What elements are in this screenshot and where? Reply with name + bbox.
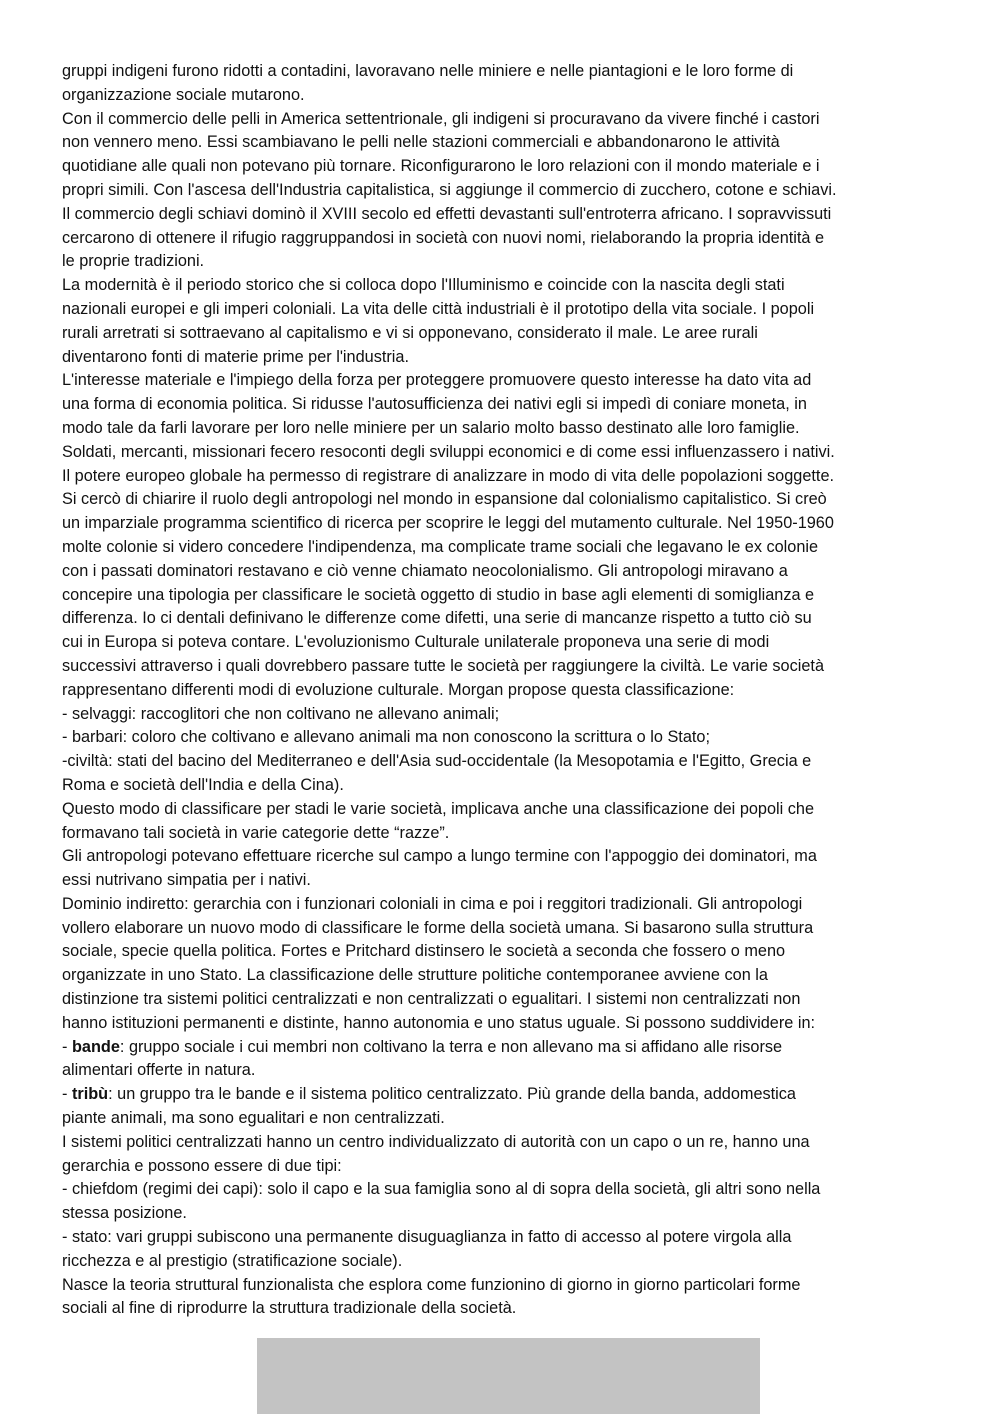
list-item-barbari: - barbari: coloro che coltivano e allevano animali ma non conoscono la scrittura o lo Stato;	[62, 728, 710, 747]
paragraph-centralized-systems: I sistemi politici centralizzati hanno un centro individualizzato di autorità con un capo o un re, hanno una gerarchia e possono essere di due tipi:	[62, 1132, 810, 1175]
definition-bande: : gruppo sociale i cui membri non coltivano la terra e non allevano ma si affidano alle risorse alimentari offerte in natura.	[62, 1037, 783, 1080]
list-item-stato: - stato: vari gruppi subiscono una permanente disuguaglianza in fatto di accesso al potere virgola alla ricchezza e al prestigio (stratificazione sociale).	[62, 1228, 792, 1270]
paragraph-indirect-rule: Dominio indiretto: gerarchia con i funzionari coloniali in cima e poi i reggitori tradizionali. Gli antropologi vollero elaborare un nuovo modo di classificare le forme della società umana. Si basarono sulla struttura sociale, specie quella politica. Fortes e Pritchard distinsero le società a seconda che fossero o meno organizzate in uno Stato. La classificazione delle strutture politiche contemporanee avviene con la distinzione tra sistemi politici centralizzati e non centralizzati o egualitari. I sistemi non centralizzati non hanno istituzioni permanenti e distinte, hanno autonomia e uno status uguale. Si possono suddividere in:	[62, 894, 816, 1032]
document-body	[62, 60, 942, 1321]
list-item-tribu	[62, 1083, 942, 1131]
list-item-civilta: -civiltà: stati del bacino del Mediterraneo e dell'Asia sud-occidentale (la Mesopotamia e l'Egitto, Grecia e Roma e società dell'India e della Cina).	[62, 752, 812, 794]
term-bande: bande	[71, 1037, 120, 1056]
paragraph-modernity: La modernità è il periodo storico che si colloca dopo l'Illuminismo e coincide con la nascita degli stati nazionali europei e gli imperi coloniali. La vita delle città industriali è il prototipo della vita sociale. I popoli rurali arretrati si sottraevano al capitalismo e vi si opponevano, considerato il male. Le aree rurali diventarono fonti di materie prime per l'industria.	[62, 276, 815, 366]
term-tribu: tribù	[71, 1085, 109, 1104]
paragraph-razze: Questo modo di classificare per stadi le varie società, implicava anche una classificazione dei popoli che formavano tali società in varie categorie dette “razze”.	[62, 799, 815, 842]
list-item-selvaggi: - selvaggi: raccoglitori che non coltivano ne allevano animali;	[62, 704, 500, 723]
paragraph-structural-functionalism: Nasce la teoria struttural funzionalista che esplora come funzionino di giorno in giorno particolari forme sociali al fine di riprodurre la struttura tradizionale della società.	[62, 1275, 801, 1318]
paragraph-fur-trade: Con il commercio delle pelli in America settentrionale, gli indigeni si procuravano da vivere finché i castori non vennero meno. Essi scambiavano le pelli nelle stazioni commerciali e abbandonarono le attività quotidiane alle quali non potevano più tornare. Riconfigurarono le loro relazioni con il mondo materiale e i propri simili. Con l'ascesa dell'Industria capitalistica, si aggiunge il commercio di zucchero, cotone e schiavi. Il commercio degli schiavi dominò il XVIII secolo ed effetti devastanti sull'entroterra africano. I sopravvissuti cercarono di ottenere il rifugio raggruppandosi in società con nuovi nomi, rielaborando la propria identità e le proprie tradizioni.	[62, 109, 837, 271]
paragraph-political-economy: L'interesse materiale e l'impiego della forza per proteggere promuovere questo interesse ha dato vita ad una forma di economia politica. Si ridusse l'autosufficienza dei nativi egli si impedì di coniare moneta, in modo tale da farli lavorare per loro nelle miniere per un salario molto basso destinato alle loro famiglie. Soldati, mercanti, missionari fecero resoconti degli sviluppi economici e di come essi influenzassero i nativi. Il potere europeo globale ha permesso di registrare di analizzare in modo di vita delle popolazioni soggette. Si cercò di chiarire il ruolo degli antropologi nel mondo in espansione dal colonialismo capitalistico. Si creò un imparziale programma scientifico di ricerca per scoprire le leggi del mutamento culturale. Nel 1950-1960 molte colonie si videro concedere l'indipendenza, ma complicate trame sociali che legavano le ex colonie con i passati dominatori restavano e ciò venne chiamato neocolonialismo. Gli antropologi miravano a concepire una tipologia per classificare le società oggetto di studio in base agli elementi di somiglianza e differenza. Io ci dentali definivano le differenze come difetti, una serie di mancanze rispetto a tutto ciò su cui in Europa si poteva contare. L'evoluzionismo Culturale unilaterale proponeva una serie di modi successivi attraverso i quali dovrebbero passare tutte le società per raggiungere la civiltà. Le varie società rappresentano differenti modi di evoluzione culturale. Morgan propose questa classificazione:	[62, 371, 835, 699]
paragraph-field-research: Gli antropologi potevano effettuare ricerche sul campo a lungo termine con l'appoggio dei dominatori, ma essi nutrivano simpatia per i nativi.	[62, 847, 817, 890]
definition-tribu: : un gruppo tra le bande e il sistema politico centralizzato. Più grande della banda, addomestica piante animali, ma sono egualitari e non centralizzati.	[62, 1085, 796, 1128]
list-item-chiefdom: - chiefdom (regimi dei capi): solo il capo e la sua famiglia sono al di sopra della società, gli altri sono nella stessa posizione.	[62, 1180, 821, 1223]
list-prefix: -	[62, 1085, 72, 1104]
list-item-bande	[62, 1036, 942, 1084]
paragraph-indigenous-groups: gruppi indigeni furono ridotti a contadini, lavoravano nelle miniere e nelle piantagioni e le loro forme di organizzazione sociale mutarono.	[62, 62, 794, 104]
gray-overlay-box	[257, 1338, 760, 1414]
list-prefix: -	[62, 1037, 72, 1056]
